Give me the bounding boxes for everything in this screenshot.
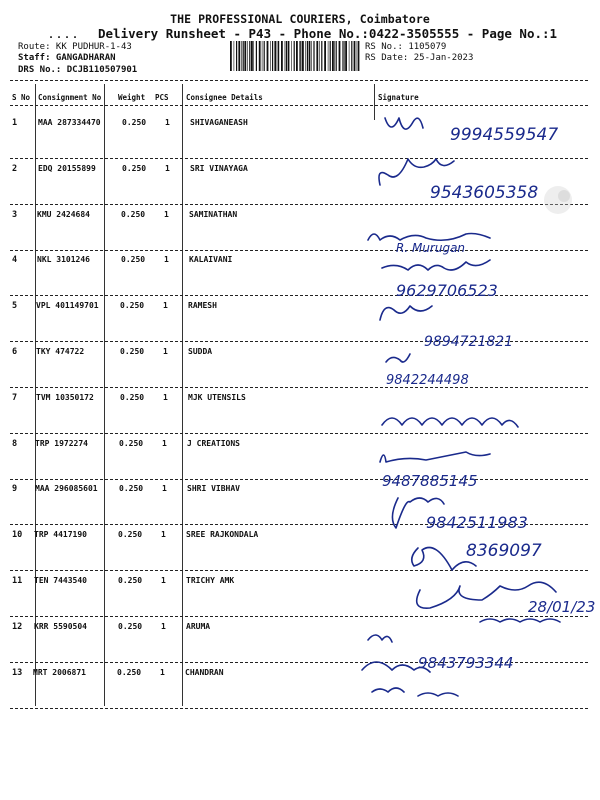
row-weight: 0.250 <box>120 347 145 356</box>
barcode-bar <box>243 41 244 71</box>
row-sno: 7 <box>12 392 18 403</box>
row-consignee: SHRI VIBHAV <box>187 484 240 494</box>
row-pcs: 1 <box>164 255 169 265</box>
handwritten-phone-1: 9994559547 <box>450 125 559 145</box>
row-sno: 6 <box>12 347 18 357</box>
barcode-bar <box>332 41 334 71</box>
barcode-bar <box>244 41 246 71</box>
route-label: Route: KK PUDHUR-1-43 <box>18 42 132 52</box>
barcode-bar <box>236 41 237 71</box>
barcode-bar <box>259 41 261 71</box>
row-consignment-no: TEN 7443540 <box>34 576 87 585</box>
row-pcs: 1 <box>162 484 167 494</box>
row-consignment-no: NKL 3101246 <box>37 255 90 265</box>
row-consignment-no: TRP 1972274 <box>35 438 88 448</box>
staff-label: Staff: GANGADHARAN <box>18 53 116 63</box>
barcode-bar <box>302 41 304 71</box>
row-divider <box>10 616 588 617</box>
barcode-bar <box>316 41 318 71</box>
barcode-bar <box>270 41 271 71</box>
row-divider <box>10 204 588 205</box>
row-sno: 11 <box>12 576 23 586</box>
barcode-bar <box>286 41 287 71</box>
row-consignment-no: KRR 5590504 <box>34 621 87 631</box>
header-top-divider <box>10 80 588 81</box>
row-pcs: 1 <box>160 667 165 677</box>
col-header-sno: S No <box>12 93 31 102</box>
barcode-bar <box>313 41 314 71</box>
row-consignee: SREE RAJKONDALA <box>186 530 259 540</box>
barcode-bar <box>264 41 265 71</box>
row-consignment-no: MRT 2006871 <box>33 667 86 677</box>
row-pcs: 1 <box>161 530 166 540</box>
row-consignee: J CREATIONS <box>187 438 240 448</box>
runsheet-title: Delivery Runsheet - P43 - Phone No.:0422-3505555 - Page No.:1 <box>98 26 558 41</box>
paper-smudge <box>540 180 580 220</box>
row-consignee: KALAIVANI <box>189 255 233 265</box>
row-consignee: SHIVAGANEASH <box>190 118 248 127</box>
row-divider <box>10 433 588 434</box>
col-header-consignee: Consignee Details <box>186 93 263 102</box>
barcode-bar <box>272 41 273 71</box>
header-bottom-divider <box>10 105 588 106</box>
barcode-bar <box>241 41 242 71</box>
row-pcs: 1 <box>163 301 168 311</box>
barcode-image <box>230 41 360 71</box>
barcode-bar <box>334 41 335 71</box>
row-sno: 10 <box>12 530 23 541</box>
barcode-bar <box>311 41 312 71</box>
row-sno: 1 <box>12 118 18 128</box>
row-consignment-no: TKY 474722 <box>36 347 85 356</box>
barcode-bar <box>299 41 300 71</box>
row-consignment-no: VPL 401149701 <box>36 301 99 311</box>
handwritten-phone-6: 9842244498 <box>386 373 469 388</box>
barcode-bar <box>307 41 308 71</box>
row-sno: 8 <box>12 438 18 449</box>
rs-date: RS Date: 25-Jan-2023 <box>365 53 474 63</box>
row-sno: 5 <box>12 301 18 312</box>
row-weight: 0.250 <box>122 163 147 173</box>
row-consignee: TRICHY AMK <box>186 576 235 585</box>
row-weight: 0.250 <box>118 576 143 585</box>
row-sno: 2 <box>12 163 18 174</box>
row-sno: 9 <box>12 484 18 495</box>
barcode-bar <box>249 41 250 71</box>
barcode-bar <box>342 41 343 71</box>
barcode-bar <box>238 41 240 71</box>
row-divider <box>10 524 588 525</box>
row-divider <box>10 250 588 251</box>
barcode-bar <box>336 41 337 71</box>
barcode-bar <box>285 41 286 71</box>
handwritten-date-11: 28/01/23 <box>528 598 596 616</box>
barcode-bar <box>294 41 295 71</box>
row-consignment-no: TRP 4417190 <box>34 530 87 540</box>
row-pcs: 1 <box>161 621 166 631</box>
barcode-bar <box>339 41 341 71</box>
row-divider <box>10 479 588 480</box>
row-divider <box>10 570 588 571</box>
col-header-pcs: PCS <box>155 93 169 102</box>
row-pcs: 1 <box>161 576 166 585</box>
handwritten-phone-2: 9543605358 <box>430 183 539 203</box>
row-pcs: 1 <box>163 347 168 356</box>
barcode-bar <box>351 41 352 71</box>
col-header-weight: Weight <box>118 93 146 102</box>
row-weight: 0.250 <box>117 667 142 677</box>
barcode-bar <box>330 41 331 71</box>
barcode-bar <box>328 41 329 71</box>
row-weight: 0.250 <box>121 255 146 265</box>
row-weight: 0.250 <box>120 301 145 311</box>
barcode-bar <box>358 41 359 71</box>
row-pcs: 1 <box>165 163 170 173</box>
row-pcs: 1 <box>162 438 167 448</box>
barcode-bar <box>291 41 292 71</box>
barcode-bar <box>357 41 358 71</box>
barcode-bar <box>324 41 326 71</box>
row-consignee: SUDDA <box>188 347 213 356</box>
barcode-bar <box>349 41 350 71</box>
row-consignment-no: MAA 296085601 <box>35 484 98 494</box>
barcode-bar <box>305 41 306 71</box>
row-weight: 0.250 <box>119 484 144 494</box>
row-weight: 0.250 <box>121 209 146 219</box>
row-sno: 13 <box>12 667 23 678</box>
barcode-bar <box>230 41 232 71</box>
barcode-bar <box>267 41 269 71</box>
barcode-bar <box>309 41 311 71</box>
row-weight: 0.250 <box>118 621 143 631</box>
handwritten-name-3: R. Murugan <box>396 241 466 255</box>
barcode-bar <box>296 41 298 71</box>
row-sno: 4 <box>12 255 18 266</box>
handwritten-phone-8: 9487885145 <box>382 472 478 490</box>
col-divider-consignee <box>374 84 375 120</box>
barcode-bar <box>253 41 254 71</box>
row-divider <box>10 708 588 709</box>
row-consignee: ARUMA <box>186 621 211 631</box>
row-sno: 12 <box>12 621 23 632</box>
row-consignee: RAMESH <box>188 301 217 311</box>
company-name: THE PROFESSIONAL COURIERS, Coimbatore <box>170 12 430 26</box>
barcode-bar <box>319 41 320 71</box>
barcode-bar <box>262 41 263 71</box>
row-consignment-no: MAA 287334470 <box>38 118 101 127</box>
row-consignee: SRI VINAYAGA <box>190 163 248 173</box>
row-consignee: SAMINATHAN <box>189 209 238 219</box>
handwritten-phone-9: 9842511983 <box>426 513 528 532</box>
row-pcs: 1 <box>163 392 168 402</box>
row-divider <box>10 295 588 296</box>
rs-number: RS No.: 1105079 <box>365 42 447 52</box>
col-header-signature: Signature <box>378 93 419 102</box>
barcode-bar <box>278 41 279 71</box>
barcode-bar <box>247 41 248 71</box>
row-consignee: CHANDRAN <box>185 667 224 677</box>
handwritten-phone-5: 9894721821 <box>424 334 514 350</box>
barcode-bar <box>251 41 253 71</box>
row-pcs: 1 <box>164 209 169 219</box>
row-weight: 0.250 <box>119 438 144 448</box>
header-dots: .... <box>48 30 81 41</box>
barcode-bar <box>354 41 356 71</box>
row-weight: 0.250 <box>118 530 143 540</box>
handwritten-phone-13: 9843793344 <box>418 654 514 672</box>
barcode-bar <box>345 41 347 71</box>
handwritten-phone-4: 9629706523 <box>396 281 498 300</box>
row-weight: 0.250 <box>122 118 147 127</box>
row-consignment-no: TVM 10350172 <box>36 392 94 402</box>
barcode-bar <box>274 41 276 71</box>
row-weight: 0.250 <box>120 392 145 402</box>
col-header-consignment: Consignment No <box>38 93 102 102</box>
barcode-bar <box>343 41 344 71</box>
barcode-bar <box>234 41 235 71</box>
row-divider <box>10 158 588 159</box>
row-consignment-no: EDQ 20155899 <box>38 163 96 173</box>
row-divider <box>10 341 588 342</box>
barcode-bar <box>281 41 283 71</box>
row-sno: 3 <box>12 209 18 220</box>
barcode-bar <box>288 41 290 71</box>
row-divider <box>10 662 588 663</box>
handwritten-number-10: 8369097 <box>466 541 542 561</box>
row-divider <box>10 387 588 388</box>
barcode-bar <box>300 41 301 71</box>
row-pcs: 1 <box>165 118 170 127</box>
row-consignee: MJK UTENSILS <box>188 392 246 402</box>
barcode-bar <box>321 41 322 71</box>
drs-label: DRS No.: DCJB110507901 <box>18 65 138 75</box>
barcode-bar <box>256 41 257 71</box>
row-consignment-no: KMU 2424684 <box>37 209 90 219</box>
barcode-bar <box>277 41 278 71</box>
